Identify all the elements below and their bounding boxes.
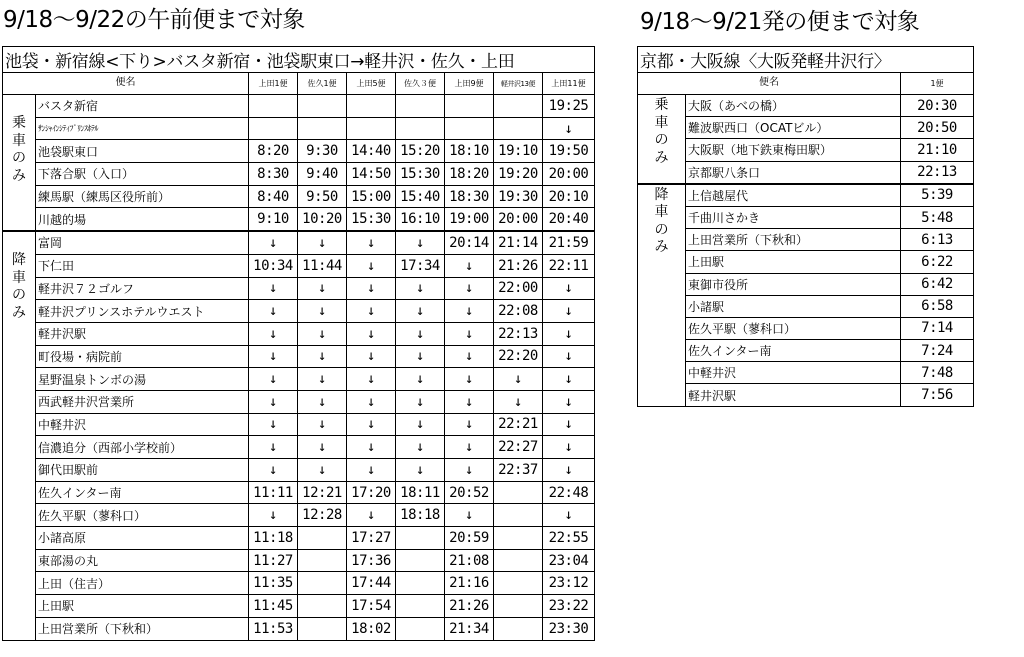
timetable-row xyxy=(638,117,974,139)
departure-time: 6:13 xyxy=(901,229,974,251)
departure-time: ↓ xyxy=(396,390,445,413)
departure-time: 7:48 xyxy=(901,362,974,384)
departure-time: ↓ xyxy=(396,300,445,323)
departure-time: ↓ xyxy=(445,254,494,277)
departure-time xyxy=(494,617,543,640)
stop-name: 下落合駅（入口） xyxy=(36,163,249,186)
departure-time: 17:36 xyxy=(347,549,396,572)
departure-time: 22:55 xyxy=(543,527,595,550)
departure-time: ↓ xyxy=(249,459,298,482)
stop-name: 中軽井沢 xyxy=(686,362,901,384)
departure-time: 11:11 xyxy=(249,481,298,504)
departure-time: ↓ xyxy=(298,231,347,254)
departure-time: 22:13 xyxy=(494,322,543,345)
departure-time xyxy=(396,95,445,118)
departure-time: 20:59 xyxy=(445,527,494,550)
timetable-row xyxy=(3,254,595,277)
departure-time: ↓ xyxy=(347,254,396,277)
timetable-row xyxy=(638,139,974,161)
ikebukuro-shinjuku-timetable xyxy=(2,46,595,641)
departure-time: 7:14 xyxy=(901,317,974,339)
stop-name: 上田営業所（下秋和） xyxy=(36,617,249,640)
kyoto-osaka-timetable xyxy=(637,46,974,407)
departure-time: 12:28 xyxy=(298,504,347,527)
timetable-row xyxy=(638,317,974,339)
departure-time: 18:30 xyxy=(445,185,494,208)
bus-header: 1便 xyxy=(901,73,974,95)
stop-name: 軽井沢７２ゴルフ xyxy=(36,277,249,300)
departure-time: ↓ xyxy=(445,368,494,391)
departure-time xyxy=(249,117,298,140)
departure-time: ↓ xyxy=(396,436,445,459)
departure-time: ↓ xyxy=(543,413,595,436)
departure-time: ↓ xyxy=(445,504,494,527)
departure-time: ↓ xyxy=(298,300,347,323)
departure-time: 22:48 xyxy=(543,481,595,504)
departure-time: ↓ xyxy=(543,300,595,323)
bus-header: 軽井沢13便 xyxy=(494,73,543,95)
departure-time: ↓ xyxy=(347,277,396,300)
stop-name: 京都駅八条口 xyxy=(686,161,901,184)
departure-time: ↓ xyxy=(396,413,445,436)
departure-time: ↓ xyxy=(298,436,347,459)
departure-time: 22:13 xyxy=(901,161,974,184)
departure-time: ↓ xyxy=(347,368,396,391)
departure-time: ↓ xyxy=(543,322,595,345)
departure-time: 23:30 xyxy=(543,617,595,640)
timetable-row xyxy=(638,384,974,406)
route-title: 池袋・新宿線<下り>バスタ新宿・池袋駅東口→軽井沢・佐久・上田 xyxy=(3,47,595,73)
departure-time: 7:24 xyxy=(901,340,974,362)
departure-time: ↓ xyxy=(249,345,298,368)
departure-time: ↓ xyxy=(445,300,494,323)
boarding-only-label: 乗 車 の み xyxy=(3,95,36,232)
departure-time xyxy=(347,95,396,118)
departure-time: ↓ xyxy=(347,390,396,413)
bus-header: 上田1便 xyxy=(249,73,298,95)
departure-time: 11:44 xyxy=(298,254,347,277)
timetable-row xyxy=(3,231,595,254)
departure-time xyxy=(396,595,445,618)
timetable-row xyxy=(3,322,595,345)
departure-time: 19:30 xyxy=(494,185,543,208)
departure-time xyxy=(298,617,347,640)
timetable-row xyxy=(638,362,974,384)
departure-time: 18:18 xyxy=(396,504,445,527)
departure-time: 8:40 xyxy=(249,185,298,208)
stop-name: 東御市役所 xyxy=(686,273,901,295)
bus-header: 上田5便 xyxy=(347,73,396,95)
timetable-row xyxy=(3,481,595,504)
departure-time: 15:30 xyxy=(396,163,445,186)
departure-time: ↓ xyxy=(543,368,595,391)
departure-time: ↓ xyxy=(347,322,396,345)
stop-name: 中軽井沢 xyxy=(36,413,249,436)
timetable-row xyxy=(638,206,974,228)
stop-name: 練馬駅（練馬区役所前） xyxy=(36,185,249,208)
timetable-row xyxy=(3,208,595,231)
departure-time: 22:20 xyxy=(494,345,543,368)
timetable-row xyxy=(3,527,595,550)
stop-name: 上信越屋代 xyxy=(686,184,901,207)
stop-name: 富岡 xyxy=(36,231,249,254)
departure-time: 22:08 xyxy=(494,300,543,323)
timetable-row xyxy=(3,140,595,163)
bus-header: 佐久３便 xyxy=(396,73,445,95)
departure-time: 6:42 xyxy=(901,273,974,295)
departure-time: 20:14 xyxy=(445,231,494,254)
departure-time: ↓ xyxy=(249,413,298,436)
timetable-row xyxy=(638,95,974,117)
departure-time: 10:34 xyxy=(249,254,298,277)
departure-time: ↓ xyxy=(249,231,298,254)
departure-time: 21:34 xyxy=(445,617,494,640)
departure-time: 20:40 xyxy=(543,208,595,231)
departure-time xyxy=(298,595,347,618)
stop-name: 小諸高原 xyxy=(36,527,249,550)
stop-name: 池袋駅東口 xyxy=(36,140,249,163)
alighting-only-label: 降 車 の み xyxy=(3,231,36,640)
departure-time: ↓ xyxy=(396,231,445,254)
timetable-row xyxy=(3,436,595,459)
departure-time: ↓ xyxy=(445,322,494,345)
departure-time: 7:56 xyxy=(901,384,974,406)
departure-time: ↓ xyxy=(298,459,347,482)
departure-time: 20:52 xyxy=(445,481,494,504)
departure-time: 22:21 xyxy=(494,413,543,436)
departure-time: 16:10 xyxy=(396,208,445,231)
departure-time: 15:30 xyxy=(347,208,396,231)
departure-time xyxy=(396,527,445,550)
departure-time: 9:50 xyxy=(298,185,347,208)
stop-name: バスタ新宿 xyxy=(36,95,249,118)
route-title: 京都・大阪線〈大阪発軽井沢行〉 xyxy=(638,47,974,73)
departure-time xyxy=(249,95,298,118)
departure-time: ↓ xyxy=(445,436,494,459)
stop-name: 軽井沢プリンスホテルウエスト xyxy=(36,300,249,323)
timetable-row xyxy=(3,95,595,118)
departure-time: 22:27 xyxy=(494,436,543,459)
departure-time: 20:50 xyxy=(901,117,974,139)
stop-name: 西武軽井沢営業所 xyxy=(36,390,249,413)
timetable-row xyxy=(3,368,595,391)
departure-time xyxy=(396,572,445,595)
stop-name: 星野温泉トンボの湯 xyxy=(36,368,249,391)
departure-time: 21:14 xyxy=(494,231,543,254)
departure-time: ↓ xyxy=(396,459,445,482)
timetable-row xyxy=(3,504,595,527)
departure-time: 17:34 xyxy=(396,254,445,277)
timetable-row xyxy=(3,163,595,186)
departure-time: 19:20 xyxy=(494,163,543,186)
timetable-row xyxy=(3,572,595,595)
right-timetable-heading: 9/18〜9/21発の便まで対象 xyxy=(640,9,920,35)
boarding-only-label: 乗 車 の み xyxy=(638,95,686,184)
stop-name: 千曲川さかき xyxy=(686,206,901,228)
departure-time xyxy=(494,117,543,140)
departure-time: ↓ xyxy=(543,117,595,140)
bus-name-header: 便名 xyxy=(638,73,901,95)
departure-time: 22:00 xyxy=(494,277,543,300)
timetable-row xyxy=(3,459,595,482)
bus-name-header: 便名 xyxy=(3,73,249,95)
departure-time: ↓ xyxy=(249,390,298,413)
timetable-row xyxy=(3,185,595,208)
stop-name: 佐久インター南 xyxy=(686,340,901,362)
departure-time xyxy=(494,527,543,550)
departure-time: ↓ xyxy=(543,459,595,482)
departure-time: ↓ xyxy=(543,277,595,300)
departure-time: 17:44 xyxy=(347,572,396,595)
departure-time: 19:10 xyxy=(494,140,543,163)
departure-time: 20:00 xyxy=(494,208,543,231)
departure-time xyxy=(494,481,543,504)
departure-time: 20:00 xyxy=(543,163,595,186)
departure-time: 10:20 xyxy=(298,208,347,231)
departure-time xyxy=(298,527,347,550)
departure-time: 14:50 xyxy=(347,163,396,186)
departure-time: ↓ xyxy=(298,345,347,368)
departure-time: 23:12 xyxy=(543,572,595,595)
timetable-row xyxy=(638,340,974,362)
timetable-row xyxy=(638,184,974,207)
timetable-row xyxy=(3,617,595,640)
departure-time xyxy=(494,572,543,595)
departure-time xyxy=(445,117,494,140)
departure-time: 5:39 xyxy=(901,184,974,207)
stop-name: 大阪（あべの橋） xyxy=(686,95,901,117)
departure-time: ↓ xyxy=(396,345,445,368)
timetable-row xyxy=(638,295,974,317)
departure-time: ↓ xyxy=(347,300,396,323)
departure-time: ↓ xyxy=(445,345,494,368)
departure-time: 15:00 xyxy=(347,185,396,208)
departure-time xyxy=(298,117,347,140)
timetable-row xyxy=(3,390,595,413)
departure-time: 11:35 xyxy=(249,572,298,595)
departure-time xyxy=(494,504,543,527)
departure-time: ↓ xyxy=(298,390,347,413)
departure-time: ↓ xyxy=(347,459,396,482)
departure-time: 20:10 xyxy=(543,185,595,208)
departure-time: ↓ xyxy=(249,368,298,391)
departure-time: ↓ xyxy=(249,300,298,323)
departure-time: ↓ xyxy=(347,413,396,436)
departure-time xyxy=(494,95,543,118)
departure-time xyxy=(396,117,445,140)
departure-time: 5:48 xyxy=(901,206,974,228)
stop-name: 小諸駅 xyxy=(686,295,901,317)
departure-time: 21:59 xyxy=(543,231,595,254)
stop-name: 信濃追分（西部小学校前） xyxy=(36,436,249,459)
stop-name: 川越的場 xyxy=(36,208,249,231)
departure-time xyxy=(347,117,396,140)
timetable-row xyxy=(3,277,595,300)
departure-time: 18:20 xyxy=(445,163,494,186)
stop-name: 佐久インター南 xyxy=(36,481,249,504)
departure-time: ↓ xyxy=(249,322,298,345)
departure-time: ↓ xyxy=(445,390,494,413)
stop-name: 御代田駅前 xyxy=(36,459,249,482)
stop-name: 大阪駅（地下鉄東梅田駅） xyxy=(686,139,901,161)
departure-time: ↓ xyxy=(249,504,298,527)
timetable-row xyxy=(3,549,595,572)
departure-time: 21:10 xyxy=(901,139,974,161)
departure-time: 9:40 xyxy=(298,163,347,186)
departure-time xyxy=(298,549,347,572)
stop-name: 下仁田 xyxy=(36,254,249,277)
departure-time: 18:11 xyxy=(396,481,445,504)
departure-time: 21:26 xyxy=(494,254,543,277)
departure-time: ↓ xyxy=(396,322,445,345)
departure-time: ↓ xyxy=(543,345,595,368)
stop-name: 上田（住吉） xyxy=(36,572,249,595)
departure-time: ↓ xyxy=(445,459,494,482)
departure-time: 6:22 xyxy=(901,251,974,273)
departure-time: 11:18 xyxy=(249,527,298,550)
departure-time: 17:27 xyxy=(347,527,396,550)
departure-time: ↓ xyxy=(445,277,494,300)
stop-name: 佐久平駅（蓼科口） xyxy=(36,504,249,527)
departure-time: ↓ xyxy=(347,504,396,527)
departure-time: 6:58 xyxy=(901,295,974,317)
departure-time: 21:26 xyxy=(445,595,494,618)
alighting-only-label: 降 車 の み xyxy=(638,184,686,406)
departure-time: 20:30 xyxy=(901,95,974,117)
departure-time: ↓ xyxy=(249,436,298,459)
departure-time: 8:20 xyxy=(249,140,298,163)
stop-name: 東部湯の丸 xyxy=(36,549,249,572)
departure-time: 11:27 xyxy=(249,549,298,572)
timetable-row xyxy=(638,273,974,295)
departure-time xyxy=(494,595,543,618)
departure-time: ↓ xyxy=(543,390,595,413)
left-timetable-heading: 9/18〜9/22の午前便まで対象 xyxy=(3,7,305,33)
stop-name: 軽井沢駅 xyxy=(36,322,249,345)
stop-name: 難波駅西口（OCATビル） xyxy=(686,117,901,139)
departure-time: 15:20 xyxy=(396,140,445,163)
bus-header: 佐久1便 xyxy=(298,73,347,95)
timetable-row xyxy=(3,413,595,436)
stop-name: ｻﾝｼｬｲﾝｼﾃｨﾌﾟﾘﾝｽﾎﾃﾙ xyxy=(36,117,249,140)
departure-time: 23:22 xyxy=(543,595,595,618)
timetable-row xyxy=(3,300,595,323)
departure-time: 21:16 xyxy=(445,572,494,595)
departure-time: ↓ xyxy=(347,436,396,459)
departure-time: ↓ xyxy=(396,368,445,391)
departure-time: 18:10 xyxy=(445,140,494,163)
departure-time: ↓ xyxy=(298,322,347,345)
departure-time: 14:40 xyxy=(347,140,396,163)
departure-time: 19:50 xyxy=(543,140,595,163)
stop-name: 佐久平駅（蓼科口） xyxy=(686,317,901,339)
departure-time xyxy=(445,95,494,118)
timetable-row xyxy=(638,251,974,273)
departure-time: ↓ xyxy=(347,231,396,254)
departure-time xyxy=(494,549,543,572)
timetable-row xyxy=(3,117,595,140)
stop-name: 上田駅 xyxy=(686,251,901,273)
departure-time: 18:02 xyxy=(347,617,396,640)
bus-header: 上田9便 xyxy=(445,73,494,95)
stop-name: 上田駅 xyxy=(36,595,249,618)
departure-time xyxy=(396,617,445,640)
departure-time: ↓ xyxy=(298,277,347,300)
stop-name: 上田営業所（下秋和） xyxy=(686,229,901,251)
departure-time: 19:25 xyxy=(543,95,595,118)
departure-time: 8:30 xyxy=(249,163,298,186)
departure-time: ↓ xyxy=(249,277,298,300)
departure-time: 17:20 xyxy=(347,481,396,504)
departure-time xyxy=(298,572,347,595)
timetable-row xyxy=(3,595,595,618)
departure-time: 19:00 xyxy=(445,208,494,231)
departure-time: 9:30 xyxy=(298,140,347,163)
departure-time: 23:04 xyxy=(543,549,595,572)
stop-name: 町役場・病院前 xyxy=(36,345,249,368)
departure-time: ↓ xyxy=(445,413,494,436)
departure-time: 22:37 xyxy=(494,459,543,482)
bus-header-row xyxy=(3,73,595,95)
departure-time: 15:40 xyxy=(396,185,445,208)
stop-name: 軽井沢駅 xyxy=(686,384,901,406)
departure-time xyxy=(396,549,445,572)
timetable-row xyxy=(3,345,595,368)
departure-time: 9:10 xyxy=(249,208,298,231)
departure-time xyxy=(298,95,347,118)
departure-time: ↓ xyxy=(298,413,347,436)
departure-time: 11:53 xyxy=(249,617,298,640)
departure-time: 17:54 xyxy=(347,595,396,618)
departure-time: ↓ xyxy=(543,436,595,459)
timetable-row xyxy=(638,161,974,184)
departure-time: ↓ xyxy=(396,277,445,300)
departure-time: ↓ xyxy=(298,368,347,391)
departure-time: ↓ xyxy=(543,504,595,527)
departure-time: ↓ xyxy=(347,345,396,368)
departure-time: ↓ xyxy=(494,390,543,413)
timetable-row xyxy=(638,229,974,251)
bus-header-row xyxy=(638,73,974,95)
departure-time: 12:21 xyxy=(298,481,347,504)
departure-time: 11:45 xyxy=(249,595,298,618)
departure-time: ↓ xyxy=(494,368,543,391)
bus-header: 上田11便 xyxy=(543,73,595,95)
departure-time: 22:11 xyxy=(543,254,595,277)
departure-time: 21:08 xyxy=(445,549,494,572)
